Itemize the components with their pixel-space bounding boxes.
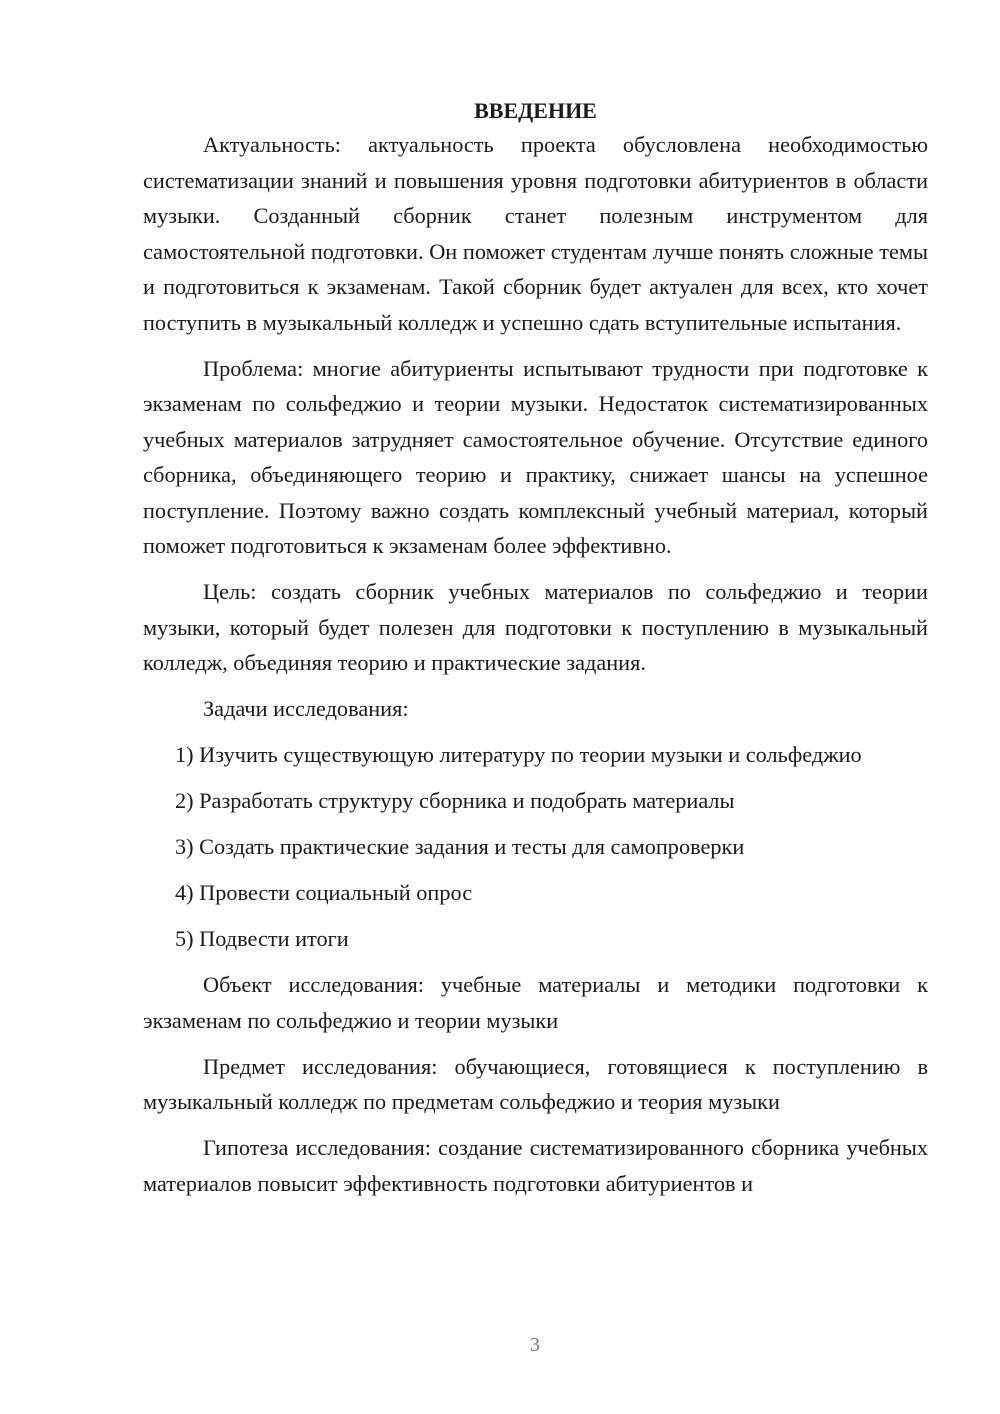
list-item: 4) Провести социальный опрос [175,880,473,905]
document-page [143,93,928,1212]
tasks-title: Задачи исследования: [203,696,409,721]
list-item: 5) Подвести итоги [175,926,349,951]
goal-paragraph: Цель: создать сборник учебных материалов по сольфеджио и теории музыки, который будет полезен для подготовки к поступлению в музыкальный колледж, объединяя теорию и практические задания. [143,579,928,675]
list-item: 2) Разработать структуру сборника и подобрать материалы [175,788,735,813]
tasks-list [143,737,928,957]
list-item: 1) Изучить существующую литературу по теории музыки и сольфеджио [175,742,862,767]
hypothesis-paragraph: Гипотеза исследования: создание систематизированного сборника учебных материалов повысит эффективность подготовки абитуриентов и [143,1135,928,1196]
section-heading: ВВЕДЕНИЕ [474,98,597,123]
object-paragraph: Объект исследования: учебные материалы и методики подготовки к экзаменам по сольфеджио и теории музыки [143,972,928,1033]
relevance-paragraph: Актуальность: актуальность проекта обусловлена необходимостью систематизации знаний и повышения уровня подготовки абитуриентов в области музыки. Созданный сборник станет полезным инструментом для самостоятельной подготовки. Он поможет студентам лучше понять сложные темы и подготовиться к экзаменам. Такой сборник будет актуален для всех, кто хочет поступить в музыкальный колледж и успешно сдать вступительные испытания. [143,132,928,335]
subject-paragraph: Предмет исследования: обучающиеся, готовящиеся к поступлению в музыкальный колледж по предметам сольфеджио и теория музыки [143,1053,928,1114]
list-item: 3) Создать практические задания и тесты для самопроверки [175,834,745,859]
page-number: 3 [530,1334,540,1356]
problem-paragraph: Проблема: многие абитуриенты испытывают трудности при подготовке к экзаменам по сольфеджио и теории музыки. Недостаток систематизированных учебных материалов затрудняет самостоятельное обучение. Отсутствие единого сборника, объединяющего теорию и практику, снижает шансы на успешное поступление. Поэтому важно создать комплексный учебный материал, который поможет подготовиться к экзаменам более эффективно. [143,355,928,558]
